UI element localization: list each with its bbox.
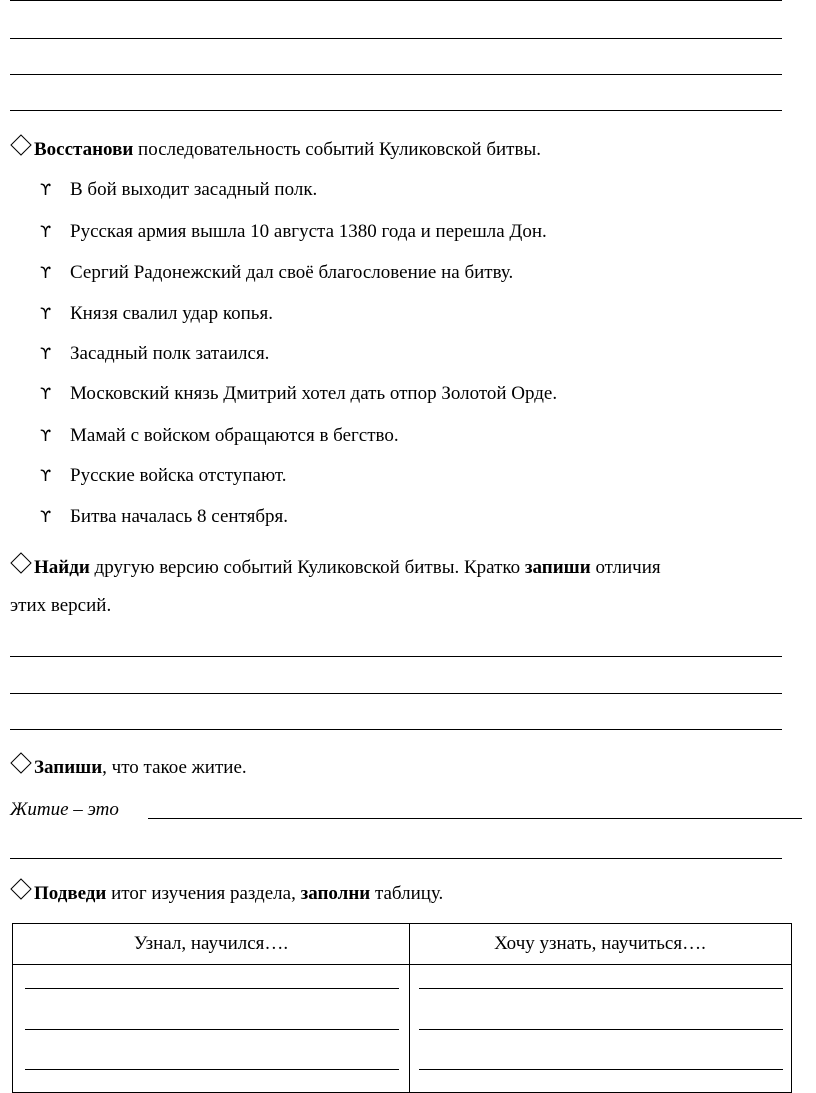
task-2-heading: Найди другую версию событий Куликовской битвы. Кратко запиши отличия bbox=[10, 556, 661, 580]
definition-prompt: Житие – это bbox=[10, 799, 119, 820]
bullet-icon: ϒ bbox=[40, 222, 52, 241]
answer-line[interactable] bbox=[10, 110, 782, 111]
answer-line[interactable] bbox=[419, 1029, 783, 1030]
answer-line[interactable] bbox=[25, 1029, 399, 1030]
answer-line[interactable] bbox=[10, 0, 782, 1]
list-item: ϒ Русская армия вышла 10 августа 1380 года и перешла Дон. bbox=[40, 221, 547, 242]
task-4-verb-2: заполни bbox=[300, 883, 371, 904]
bullet-icon: ϒ bbox=[40, 180, 52, 199]
task-3-heading: Запиши, что такое житие. bbox=[10, 756, 247, 780]
task-1-text: последовательность событий Куликовской битвы. bbox=[133, 139, 541, 160]
diamond-icon bbox=[10, 756, 30, 776]
task-4-verb: Подведи bbox=[34, 883, 107, 904]
diamond-icon bbox=[10, 556, 30, 576]
bullet-icon: ϒ bbox=[40, 426, 52, 445]
task-4-heading: Подведи итог изучения раздела, заполни таблицу. bbox=[10, 882, 443, 906]
list-item: ϒ Засадный полк затаился. bbox=[40, 343, 270, 364]
task-1-verb: Восстанови bbox=[34, 139, 134, 160]
answer-line[interactable] bbox=[419, 1069, 783, 1070]
answer-line[interactable] bbox=[10, 729, 782, 730]
summary-table bbox=[12, 923, 792, 1093]
list-item: ϒ Мамай с войском обращаются в бегство. bbox=[40, 425, 399, 446]
bullet-icon: ϒ bbox=[40, 304, 52, 323]
list-item: ϒ Русские войска отступают. bbox=[40, 465, 287, 486]
task-2-verb-2: запиши bbox=[524, 557, 591, 578]
list-item: ϒ В бой выходит засадный полк. bbox=[40, 179, 318, 200]
answer-line[interactable] bbox=[419, 988, 783, 989]
list-item: ϒ Князя свалил удар копья. bbox=[40, 303, 273, 324]
column-header-learned: Узнал, научился…. bbox=[133, 933, 289, 954]
answer-line[interactable] bbox=[10, 693, 782, 694]
diamond-icon bbox=[10, 882, 30, 902]
list-item: ϒ Битва началась 8 сентября. bbox=[40, 506, 289, 527]
diamond-icon bbox=[10, 138, 30, 158]
definition-answer-line[interactable] bbox=[148, 818, 802, 819]
answer-line[interactable] bbox=[10, 38, 782, 39]
list-item: ϒ Сергий Радонежский дал своё благословение на битву. bbox=[40, 262, 514, 283]
answer-line[interactable] bbox=[10, 656, 782, 657]
task-3-verb: Запиши bbox=[34, 757, 103, 778]
answer-line[interactable] bbox=[25, 1069, 399, 1070]
bullet-icon: ϒ bbox=[40, 263, 52, 282]
header-divider bbox=[13, 964, 791, 965]
bullet-icon: ϒ bbox=[40, 466, 52, 485]
answer-line[interactable] bbox=[10, 74, 782, 75]
answer-line[interactable] bbox=[10, 858, 782, 859]
task-2-verb: Найди bbox=[34, 557, 90, 578]
bullet-icon: ϒ bbox=[40, 384, 52, 403]
task-2-continuation: этих версий. bbox=[10, 595, 112, 616]
list-item: ϒ Московский князь Дмитрий хотел дать отпор Золотой Орде. bbox=[40, 383, 558, 404]
answer-line[interactable] bbox=[25, 988, 399, 989]
column-header-want-to-learn: Хочу узнать, научиться…. bbox=[494, 933, 706, 954]
bullet-icon: ϒ bbox=[40, 344, 52, 363]
bullet-icon: ϒ bbox=[40, 507, 52, 526]
task-1-heading bbox=[10, 138, 541, 162]
